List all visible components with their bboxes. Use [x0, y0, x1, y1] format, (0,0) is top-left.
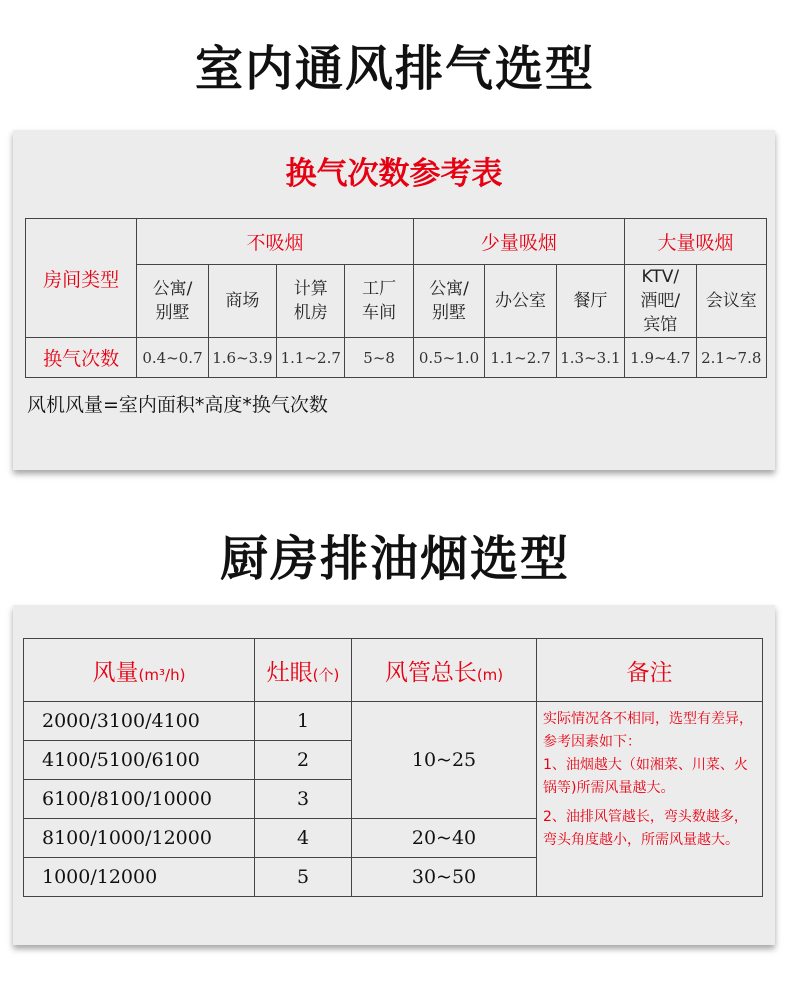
notes-cell: 实际情况各不相同，选型有差异，参考因素如下： 1、油烟越大（如湘菜、川菜、火锅等)所需风量越大。 2、油排风管越长，弯头数越多，弯头角度越小，所需风量越大。	[537, 702, 763, 897]
rate-value: 1.9~4.7	[625, 338, 696, 378]
airflow-cell: 2000/3100/4100	[24, 702, 255, 741]
rate-value: 0.4~0.7	[137, 338, 208, 378]
duct-length-cell: 30~50	[352, 858, 537, 897]
duct-length-cell: 10~25	[352, 702, 537, 819]
group-no-smoking: 不吸烟	[137, 219, 414, 265]
rate-value: 1.6~3.9	[208, 338, 276, 378]
burners-cell: 1	[255, 702, 352, 741]
airflow-cell: 8100/1000/12000	[24, 819, 255, 858]
airflow-cell: 1000/12000	[24, 858, 255, 897]
airflow-header: 风量(m³/h)	[24, 639, 255, 702]
room-mall: 商场	[208, 265, 276, 338]
rate-value: 1.1~2.7	[277, 338, 345, 378]
rate-value: 1.3~3.1	[556, 338, 624, 378]
airflow-cell: 4100/5100/6100	[24, 741, 255, 780]
room-restaurant: 餐厅	[556, 265, 624, 338]
airflow-cell: 6100/8100/10000	[24, 780, 255, 819]
burners-cell: 4	[255, 819, 352, 858]
rate-value: 2.1~7.8	[696, 338, 767, 378]
duct-length-header: 风管总长(m)	[352, 639, 537, 702]
burners-cell: 5	[255, 858, 352, 897]
rate-header: 换气次数	[26, 338, 137, 378]
room-meeting: 会议室	[696, 265, 767, 338]
room-factory: 工厂 车间	[345, 265, 413, 338]
rate-value: 0.5~1.0	[413, 338, 484, 378]
room-apartment: 公寓/ 别墅	[137, 265, 208, 338]
room-apartment-2: 公寓/ 别墅	[413, 265, 484, 338]
kitchen-card	[13, 605, 775, 945]
burners-header: 灶眼(个)	[255, 639, 352, 702]
rate-value: 5~8	[345, 338, 413, 378]
air-change-card	[13, 130, 775, 470]
kitchen-table	[23, 638, 763, 897]
group-light-smoking: 少量吸烟	[413, 219, 624, 265]
air-change-table	[25, 218, 767, 378]
group-heavy-smoking: 大量吸烟	[625, 219, 767, 265]
airflow-formula: 风机风量=室内面积*高度*换气次数	[27, 394, 328, 416]
duct-length-cell: 20~40	[352, 819, 537, 858]
section-title-kitchen: 厨房排油烟选型	[219, 531, 570, 587]
section-title-ventilation: 室内通风排气选型	[194, 41, 595, 97]
rate-value: 1.1~2.7	[485, 338, 556, 378]
room-ktv: KTV/ 酒吧/ 宾馆	[625, 265, 696, 338]
burners-cell: 3	[255, 780, 352, 819]
burners-cell: 2	[255, 741, 352, 780]
room-computer: 计算 机房	[277, 265, 345, 338]
room-office: 办公室	[485, 265, 556, 338]
air-change-table-title: 换气次数参考表	[285, 156, 503, 192]
notes-header: 备注	[537, 639, 763, 702]
room-type-header: 房间类型	[26, 219, 137, 338]
